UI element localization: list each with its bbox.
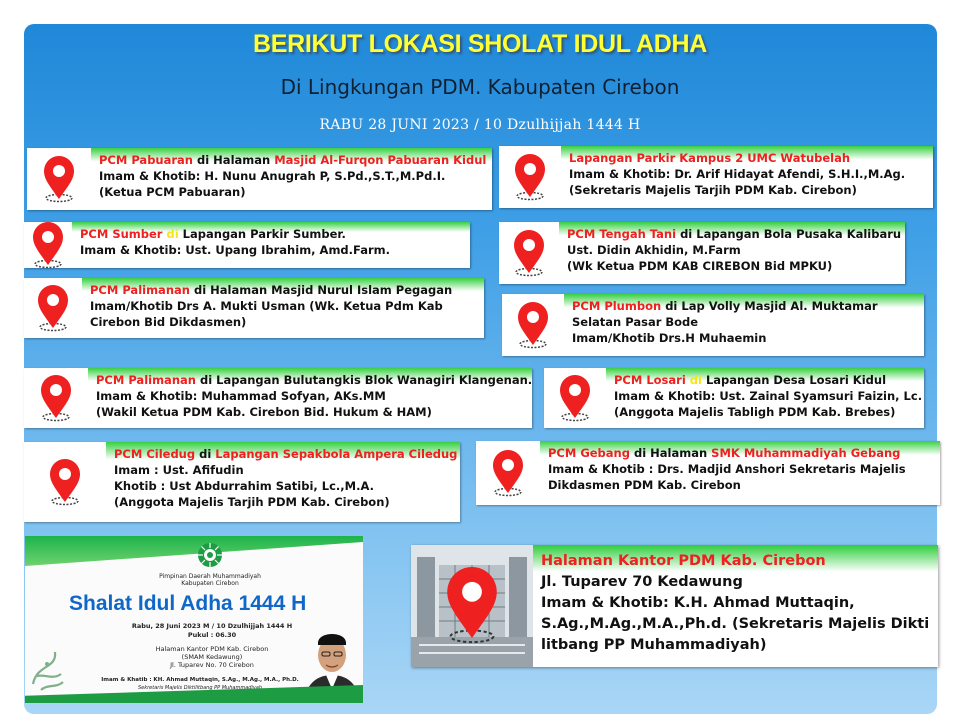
location-card-palimanan-pegagan (24, 278, 484, 338)
location-text: PCM Pabuaran di Halaman Masjid Al-Furqon Pabuaran Kidul Imam & Khotib: H. Nunu Anugrah P, S.Pd.,S.T.,M.Pd.I. (Ketua PCM Pabuaran) (99, 153, 487, 199)
poster-imam-role: Sekretaris Majelis Diktilitbang PP Muhammadiyah (137, 685, 263, 691)
main-location-card (411, 545, 938, 667)
location-card-tengah-tani (499, 222, 905, 284)
poster-venue-2: (SMAM Kedawung) (181, 653, 243, 661)
map-pin-icon (476, 441, 540, 505)
poster-org: Pimpinan Daerah Muhammadiyah Kabupaten Cirebon (159, 573, 261, 587)
building-photo (411, 545, 533, 667)
main-location-text: Halaman Kantor PDM Kab. Cirebon Jl. Tuparev 70 Kedawung Imam & Khotib: K.H. Ahmad Muttaqin, S.Ag.,M.Ag.,M.A.,Ph.d. (Sekretaris Majelis Dikti litbang PP Muhammadiyah) (541, 553, 930, 653)
location-text: PCM Ciledug di Lapangan Sepakbola Ampera Ciledug Imam : Ust. Afifudin Khotib : Ust Abdurrahim Satibi, Lc.,M.A. (Anggota Majelis Tarjih PDM Kab. Cirebon) (114, 447, 458, 509)
poster-time: Pukul : 06.30 (187, 631, 237, 639)
poster-venue-3: Jl. Tuparev No. 70 Cirebon (170, 661, 254, 669)
map-pin-icon (544, 368, 606, 428)
location-text: PCM Losari di Lapangan Desa Losari Kidul Imam & Khotib: Ust. Zainal Syamsuri Faizin, Lc. (Anggota Majelis Tabligh PDM Kab. Brebes) (614, 373, 923, 419)
location-text: PCM Palimanan di Lapangan Bulutangkis Blok Wanagiri Klangenan. Imam & Khotib: Muhammad Sofyan, AKs.MM (Wakil Ketua PDM Kab. Cirebon Bid. Hukum & HAM) (96, 373, 532, 419)
muhammadiyah-emblem-icon (197, 542, 223, 568)
location-card-palimanan-klangenan (24, 368, 532, 428)
poster-top-band (25, 536, 363, 566)
page-date: RABU 28 JUNI 2023 / 10 Dzulhijjah 1444 H (319, 117, 641, 133)
location-card-losari (544, 368, 924, 428)
location-card-plumbon (502, 294, 924, 356)
map-pin-icon (499, 222, 559, 284)
location-text: Lapangan Parkir Kampus 2 UMC Watubelah Imam & Khotib: Dr. Arif Hidayat Afendi, S.H.I.,M.Ag. (Sekretaris Majelis Tarjih PDM Kab. Cirebon) (569, 151, 906, 197)
calligraphy-ornament-icon (27, 634, 69, 696)
location-card-gebang (476, 441, 940, 505)
location-card-umc (499, 146, 933, 208)
map-pin-icon (499, 146, 561, 208)
event-poster (25, 536, 363, 703)
poster-title: Shalat Idul Adha 1444 H (69, 592, 307, 615)
location-text: PCM Tengah Tani di Lapangan Bola Pusaka Kalibaru Ust. Didin Akhidin, M.Farm (Wk Ketua PDM KAB CIREBON Bid MPKU) (567, 227, 902, 273)
map-pin-icon (24, 442, 106, 522)
location-card-pabuaran (27, 148, 492, 210)
location-card-ciledug (24, 442, 460, 522)
location-text: PCM Palimanan di Halaman Masjid Nurul Islam Pegagan Imam/Khotib Drs A. Mukti Usman (Wk. Ketua Pdm Kab Cirebon Bid Dikdasmen) (90, 283, 453, 329)
map-pin-icon (24, 222, 72, 268)
location-card-sumber (24, 222, 470, 268)
map-pin-icon (27, 148, 91, 210)
poster-imam: Imam & Khatib : KH. Ahmad Muttaqin, S.Ag., M.Ag., M.A., Ph.D. (101, 677, 299, 683)
map-pin-icon (502, 294, 564, 356)
poster-date: Rabu, 28 Juni 2023 M / 10 Dzulhijjah 1444 H (131, 622, 293, 630)
location-text: PCM Gebang di Halaman SMK Muhammadiyah Gebang Imam & Khotib : Drs. Madjid Anshori Sekretaris Majelis Dikdasmen PDM Kab. Cirebon (548, 446, 906, 492)
map-pin-icon (439, 555, 505, 655)
poster-venue-1: Halaman Kantor PDM Kab. Cirebon (155, 645, 269, 653)
page-subtitle: Di Lingkungan PDM. Kabupaten Cirebon (280, 75, 680, 99)
location-text: PCM Sumber di Lapangan Parkir Sumber. Imam & Khotib: Ust. Upang Ibrahim, Amd.Farm. (80, 227, 390, 257)
map-pin-icon (24, 368, 88, 428)
page-title: BERIKUT LOKASI SHOLAT IDUL ADHA (252, 30, 708, 58)
map-pin-icon (24, 278, 82, 338)
location-text: PCM Plumbon di Lap Volly Masjid Al. Muktamar Selatan Pasar Bode Imam/Khotib Drs.H Muhaemin (572, 299, 878, 345)
